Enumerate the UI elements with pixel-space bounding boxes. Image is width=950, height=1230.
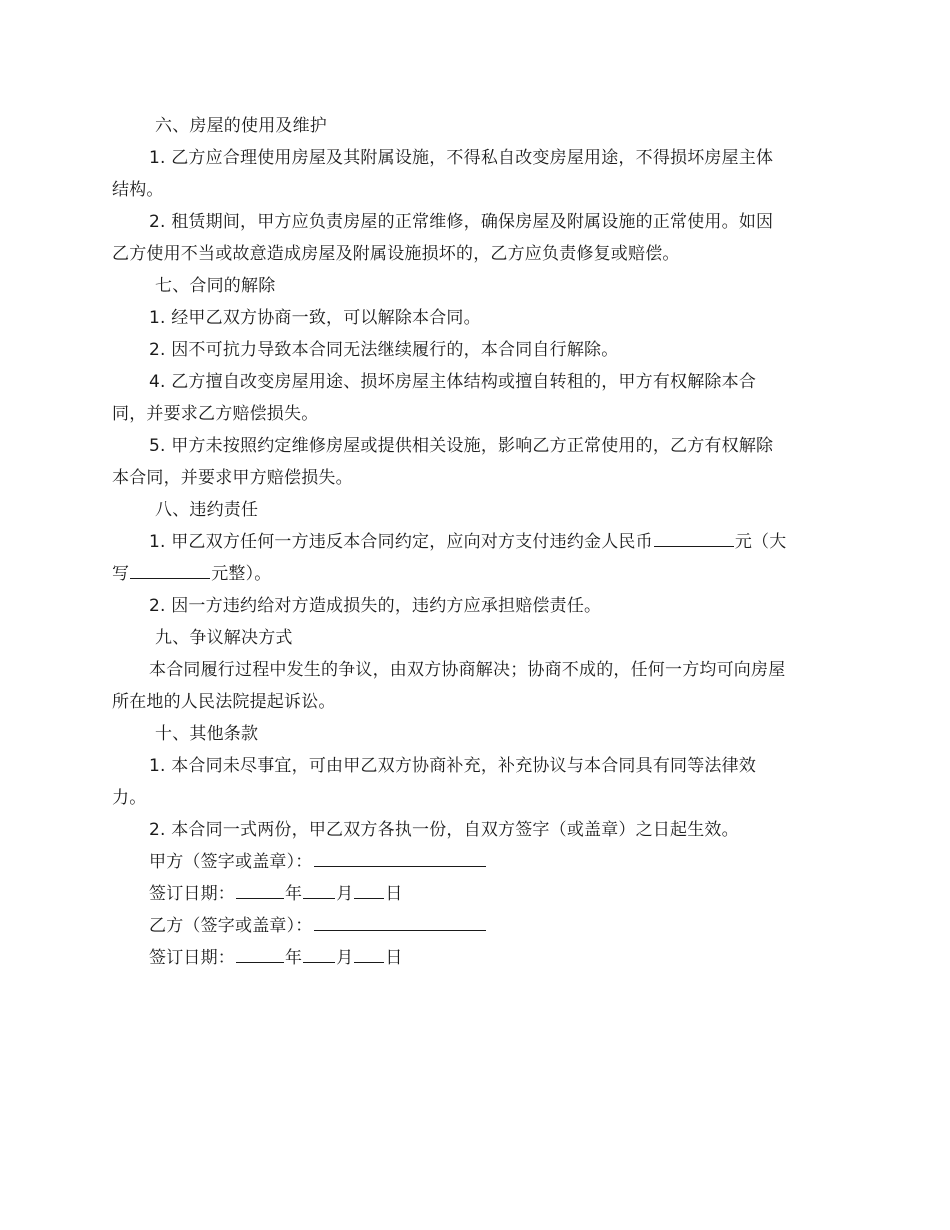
clause-9-cont: 所在地的人民法院提起诉讼。 — [112, 692, 336, 712]
day-label: 日 — [385, 948, 403, 968]
clause-8-1-cont-pre: 写 — [112, 564, 130, 584]
clause-8-1 — [112, 526, 842, 558]
day-label: 日 — [385, 884, 403, 904]
date-label: 签订日期： — [149, 884, 235, 904]
clause-7-5: 5. 甲方未按照约定维修房屋或提供相关设施，影响乙方正常使用的，乙方有权解除 — [149, 436, 774, 456]
section-heading-8: 八、违约责任 — [155, 500, 259, 520]
year-label: 年 — [285, 884, 303, 904]
penalty-amount-uppercase-blank[interactable] — [130, 558, 210, 579]
party-a-signature-line — [112, 846, 842, 878]
clause-7-4-cont: 同，并要求乙方赔偿损失。 — [112, 404, 319, 424]
month-label: 月 — [336, 884, 354, 904]
clause-7-5-cont: 本合同，并要求甲方赔偿损失。 — [112, 468, 353, 488]
party-a-signature-blank[interactable] — [314, 846, 486, 867]
party-a-date-line — [112, 878, 842, 910]
section-heading-10: 十、其他条款 — [155, 724, 259, 744]
clause-6-2: 2. 租赁期间，甲方应负责房屋的正常维修，确保房屋及附属设施的正常使用。如因 — [149, 212, 774, 232]
year-blank[interactable] — [236, 942, 284, 963]
section-heading-9: 九、争议解决方式 — [155, 628, 293, 648]
section-heading-7: 七、合同的解除 — [155, 276, 276, 296]
party-a-label: 甲方（签字或盖章）： — [149, 852, 313, 872]
party-b-signature-blank[interactable] — [314, 910, 486, 931]
month-blank[interactable] — [303, 878, 335, 899]
contract-body — [112, 110, 842, 974]
clause-8-1-cont — [112, 558, 842, 590]
day-blank[interactable] — [354, 878, 384, 899]
section-heading-6: 六、房屋的使用及维护 — [155, 116, 327, 136]
month-blank[interactable] — [303, 942, 335, 963]
year-blank[interactable] — [236, 878, 284, 899]
penalty-amount-blank[interactable] — [654, 526, 734, 547]
clause-8-1-text-post: 元（大 — [734, 532, 787, 552]
date-label: 签订日期： — [149, 948, 235, 968]
clause-6-1-cont: 结构。 — [112, 180, 164, 200]
party-b-label: 乙方（签字或盖章）： — [149, 916, 313, 936]
clause-6-2-cont: 乙方使用不当或故意造成房屋及附属设施损坏的，乙方应负责修复或赔偿。 — [112, 244, 680, 264]
clause-7-1: 1. 经甲乙双方协商一致，可以解除本合同。 — [149, 308, 481, 328]
clause-10-1: 1. 本合同未尽事宜，可由甲乙双方协商补充，补充协议与本合同具有同等法律效 — [149, 756, 757, 776]
party-b-date-line — [112, 942, 842, 974]
clause-8-1-cont-post: 元整）。 — [211, 564, 272, 584]
clause-7-2: 2. 因不可抗力导致本合同无法继续履行的，本合同自行解除。 — [149, 340, 619, 360]
clause-8-2: 2. 因一方违约给对方造成损失的，违约方应承担赔偿责任。 — [149, 596, 602, 616]
clause-6-1: 1. 乙方应合理使用房屋及其附属设施，不得私自改变房屋用途，不得损坏房屋主体 — [149, 148, 774, 168]
clause-8-1-text: 1. 甲乙双方任何一方违反本合同约定，应向对方支付违约金人民币 — [149, 532, 653, 552]
day-blank[interactable] — [354, 942, 384, 963]
party-b-signature-line — [112, 910, 842, 942]
clause-10-1-cont: 力。 — [112, 788, 147, 808]
month-label: 月 — [336, 948, 354, 968]
clause-7-4: 4. 乙方擅自改变房屋用途、损坏房屋主体结构或擅自转租的，甲方有权解除本合 — [149, 372, 757, 392]
year-label: 年 — [285, 948, 303, 968]
clause-10-2: 2. 本合同一式两份，甲乙双方各执一份，自双方签字（或盖章）之日起生效。 — [149, 820, 739, 840]
clause-9: 本合同履行过程中发生的争议，由双方协商解决；协商不成的，任何一方均可向房屋 — [149, 660, 786, 680]
